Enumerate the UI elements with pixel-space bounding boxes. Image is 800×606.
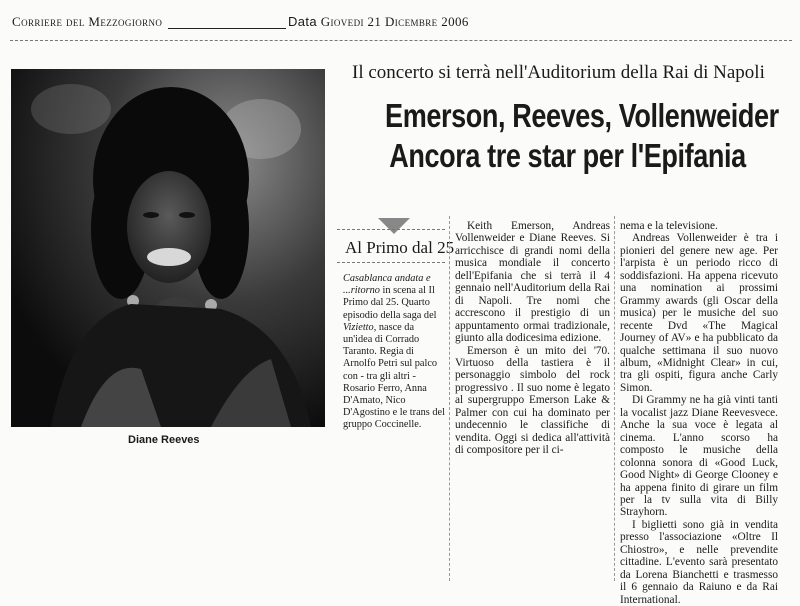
col1-paragraph-2: Emerson è un mito dei '70. Virtuoso della tastiera è il personaggio simbolo del rock progressivo . Il suo nome è legato al supergruppo Emerson Lake & Palmer con cui ha dominato per undecennio le classifiche di vendita. Oggi si dedica all'attività di compositore per il ci- bbox=[455, 344, 610, 457]
sidebar-saga-title: Vizietto bbox=[343, 321, 374, 333]
col1-paragraph-1: Keith Emerson, Andreas Vollenweider e Diane Reeves. Si arricchisce di grandi nomi della musica mondiale il concerto dell'Epifania che si terrà il 4 gennaio nell'Auditorium della Rai di Napoli. Tre nomi che accrescono il prestigio di un appuntamento ormai tradizionale, giunto alla dodicesima edizione. bbox=[455, 220, 610, 345]
sidebar-top-rule bbox=[337, 229, 445, 230]
col2-paragraph-2: Andreas Vollenweider è tra i pionieri del genere new age. Per l'arpista è un periodo ricco di soddisfazioni. Ha appena ricevuto una nomination ai prossimi Grammy awards (gli Oscar della musica) per le musiche del suo recente Dvd «The Magical Journey of AV» e ha pubblicato da qualche settimana il suo nuovo album, «Midnight Clear» in cui, tra gli ospiti, figura anche Carly Simon. bbox=[620, 232, 778, 394]
date-fill-line bbox=[168, 18, 286, 29]
col2-paragraph-1: nema e la televisione. bbox=[620, 220, 718, 232]
data-label: Data bbox=[287, 14, 318, 29]
article-column-2 bbox=[620, 220, 778, 606]
sidebar-text-part-1: in scena al Il Primo dal 25. Quarto episodio della saga del bbox=[343, 285, 437, 321]
sidebar-text bbox=[343, 273, 445, 432]
photo-diane-reeves bbox=[11, 69, 325, 427]
sidebar-text-part-2: , nasce da un'idea di Corrado Taranto. Regia di Arnolfo Petri sul palco con - tra gli altri - Rosario Ferro, Anna D'Amato, Nico D'Agostino e le trans del gruppo Coccinelle. bbox=[343, 321, 445, 431]
sidebar-show-title: Casablanca andata e ...ritorno bbox=[343, 273, 431, 297]
publication-date: Giovedi 21 Dicembre 2006 bbox=[320, 14, 469, 29]
col2-paragraph-4: I biglietti sono già in vendita presso l'associazione «Oltre Il Chiostro», e nelle prevendite cittadine. L'evento sarà presentato da Lorena Bianchetti e trasmesso il 6 gennaio da Raiuno e da Rai International. bbox=[620, 518, 778, 606]
headline-line-1: Emerson, Reeves, Vollenweider bbox=[385, 97, 779, 134]
portrait-illustration bbox=[11, 69, 325, 427]
photo-caption: Diane Reeves bbox=[128, 434, 200, 446]
sidebar-title: Al Primo dal 25 bbox=[345, 238, 455, 257]
headline-line-2: Ancora tre star per l'Epifania bbox=[389, 137, 746, 174]
col2-paragraph-3: Di Grammy ne ha già vinti tanti la vocalist jazz Diane Reevesvece. Anche la sua voce è legata al cinema. L'anno scorso ha composto le musiche della colonna sonora di «Good Luck, Good Night» di George Clooney e ha appena finito di girare un film per la tv sulla vita di Billy Strayhorn. bbox=[620, 394, 778, 519]
masthead bbox=[12, 14, 469, 30]
article-headline bbox=[385, 96, 779, 176]
column-divider-1 bbox=[449, 216, 450, 581]
article-kicker: Il concerto si terrà nell'Auditorium della Rai di Napoli bbox=[352, 62, 765, 83]
sidebar-title-rule bbox=[337, 262, 445, 263]
article-column-1 bbox=[455, 220, 610, 457]
newspaper-name: Corriere del Mezzogiorno bbox=[12, 14, 163, 29]
column-divider-2 bbox=[614, 216, 615, 581]
sidebar-triangle-marker bbox=[378, 218, 410, 234]
top-rule bbox=[10, 40, 792, 41]
